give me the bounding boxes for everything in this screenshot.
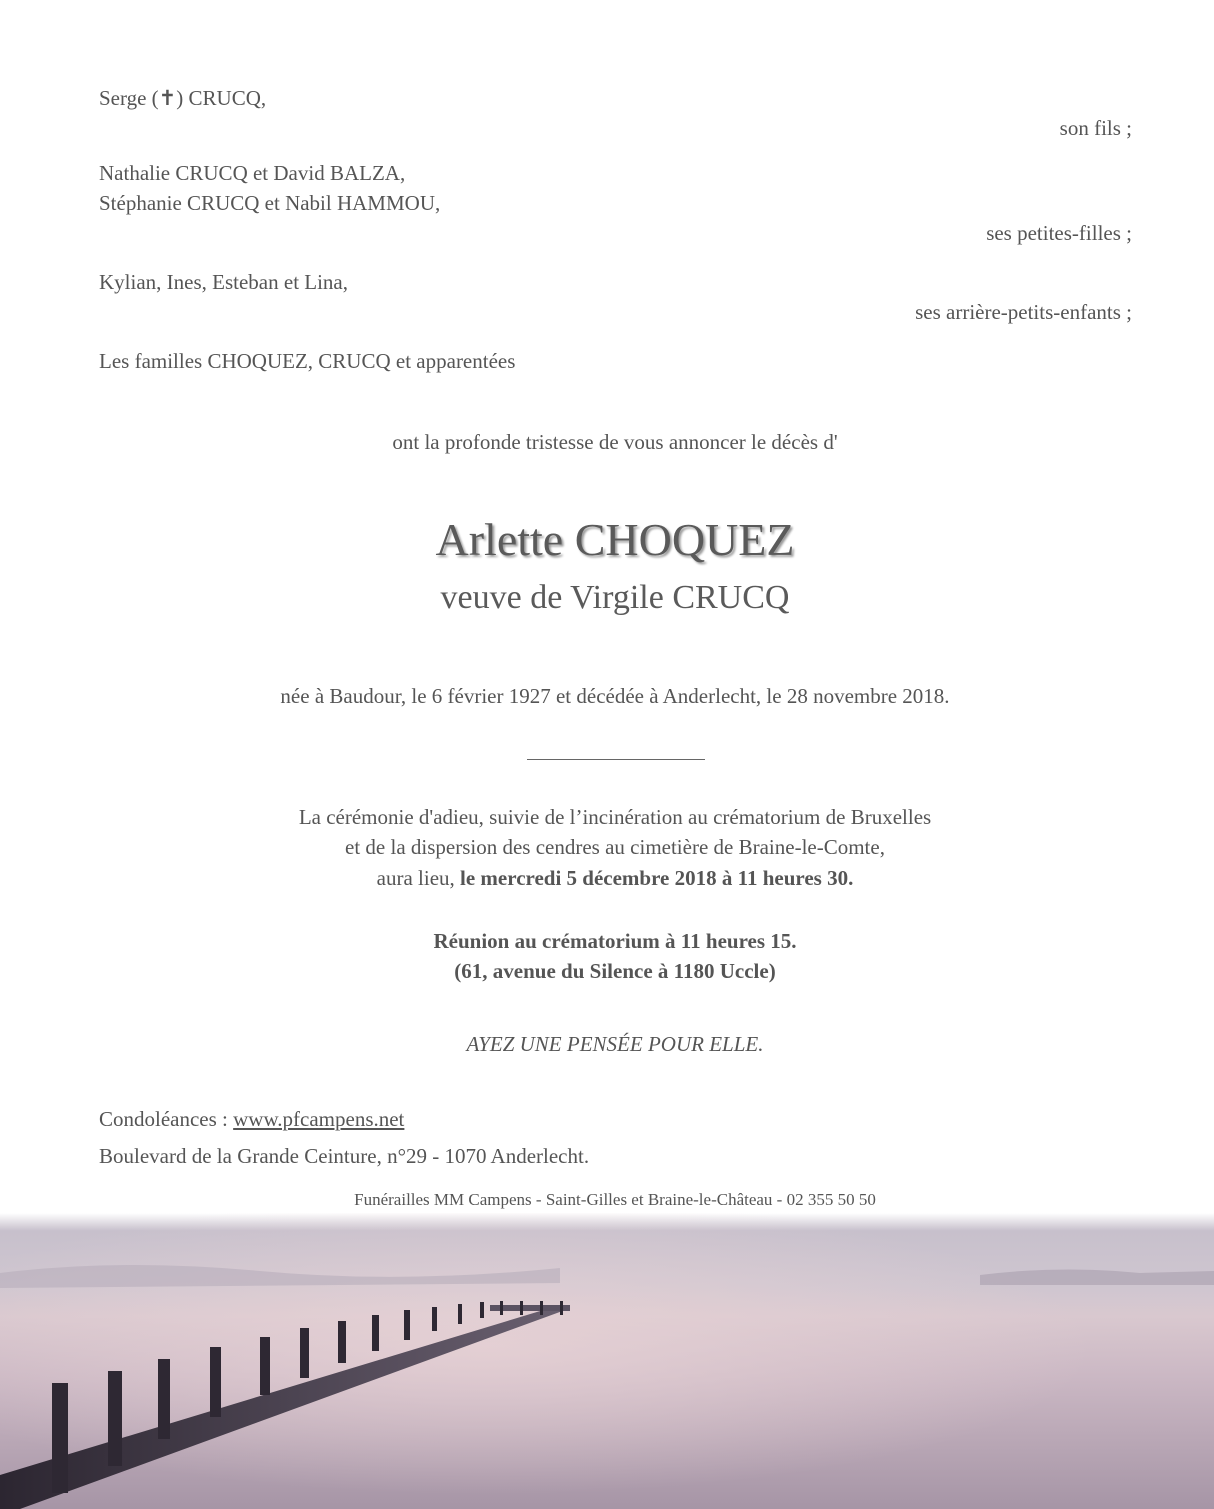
funeral-home-address: Boulevard de la Grande Ceinture, n°29 - 1070 Anderlecht. xyxy=(99,1144,590,1168)
announcement: ont la profonde tristesse de vous annoncer le décès d' xyxy=(392,430,838,454)
ceremony-line-3 xyxy=(0,865,1214,891)
ceremony-date: le mercredi 5 décembre 2018 à 11 heures 30. xyxy=(460,866,854,890)
meeting-time: Réunion au crématorium à 11 heures 15. xyxy=(433,929,797,953)
great-grandchildren: Kylian, Ines, Esteban et Lina, xyxy=(99,270,349,294)
birth-death-dates: née à Baudour, le 6 février 1927 et décédée à Anderlecht, le 28 novembre 2018. xyxy=(280,684,950,708)
son-role: son fils ; xyxy=(1059,116,1132,140)
ceremony-prefix: aura lieu, xyxy=(376,866,455,890)
ceremony-line-2: et de la dispersion des cendres au cimetière de Braine-le-Comte, xyxy=(345,835,885,859)
lake-pier-image xyxy=(0,1213,1214,1509)
granddaughters-role: ses petites-filles ; xyxy=(986,221,1132,245)
ceremony-line-1: La cérémonie d'adieu, suivie de l’incinération au crématorium de Bruxelles xyxy=(298,805,932,829)
granddaughter-1: Nathalie CRUCQ et David BALZA, xyxy=(99,161,406,185)
families-line: Les familles CHOQUEZ, CRUCQ et apparentées xyxy=(99,349,516,373)
deceased-subtitle: veuve de Virgile CRUCQ xyxy=(440,579,790,616)
condolences-label: Condoléances : xyxy=(99,1107,228,1131)
thought-line: AYEZ UNE PENSÉE POUR ELLE. xyxy=(466,1032,764,1056)
deceased-name: Arlette CHOQUEZ xyxy=(435,514,795,565)
footer-contact: Funérailles MM Campens - Saint-Gilles et Braine-le-Château - 02 355 50 50 xyxy=(354,1190,876,1209)
great-grandchildren-role: ses arrière-petits-enfants ; xyxy=(915,300,1132,324)
meeting-address: (61, avenue du Silence à 1180 Uccle) xyxy=(454,959,776,983)
condolences-line xyxy=(99,1106,404,1132)
divider xyxy=(527,759,705,760)
son-name: Serge (✝) CRUCQ, xyxy=(99,86,267,110)
granddaughter-2: Stéphanie CRUCQ et Nabil HAMMOU, xyxy=(99,191,441,215)
condolences-link[interactable]: www.pfcampens.net xyxy=(233,1107,405,1131)
